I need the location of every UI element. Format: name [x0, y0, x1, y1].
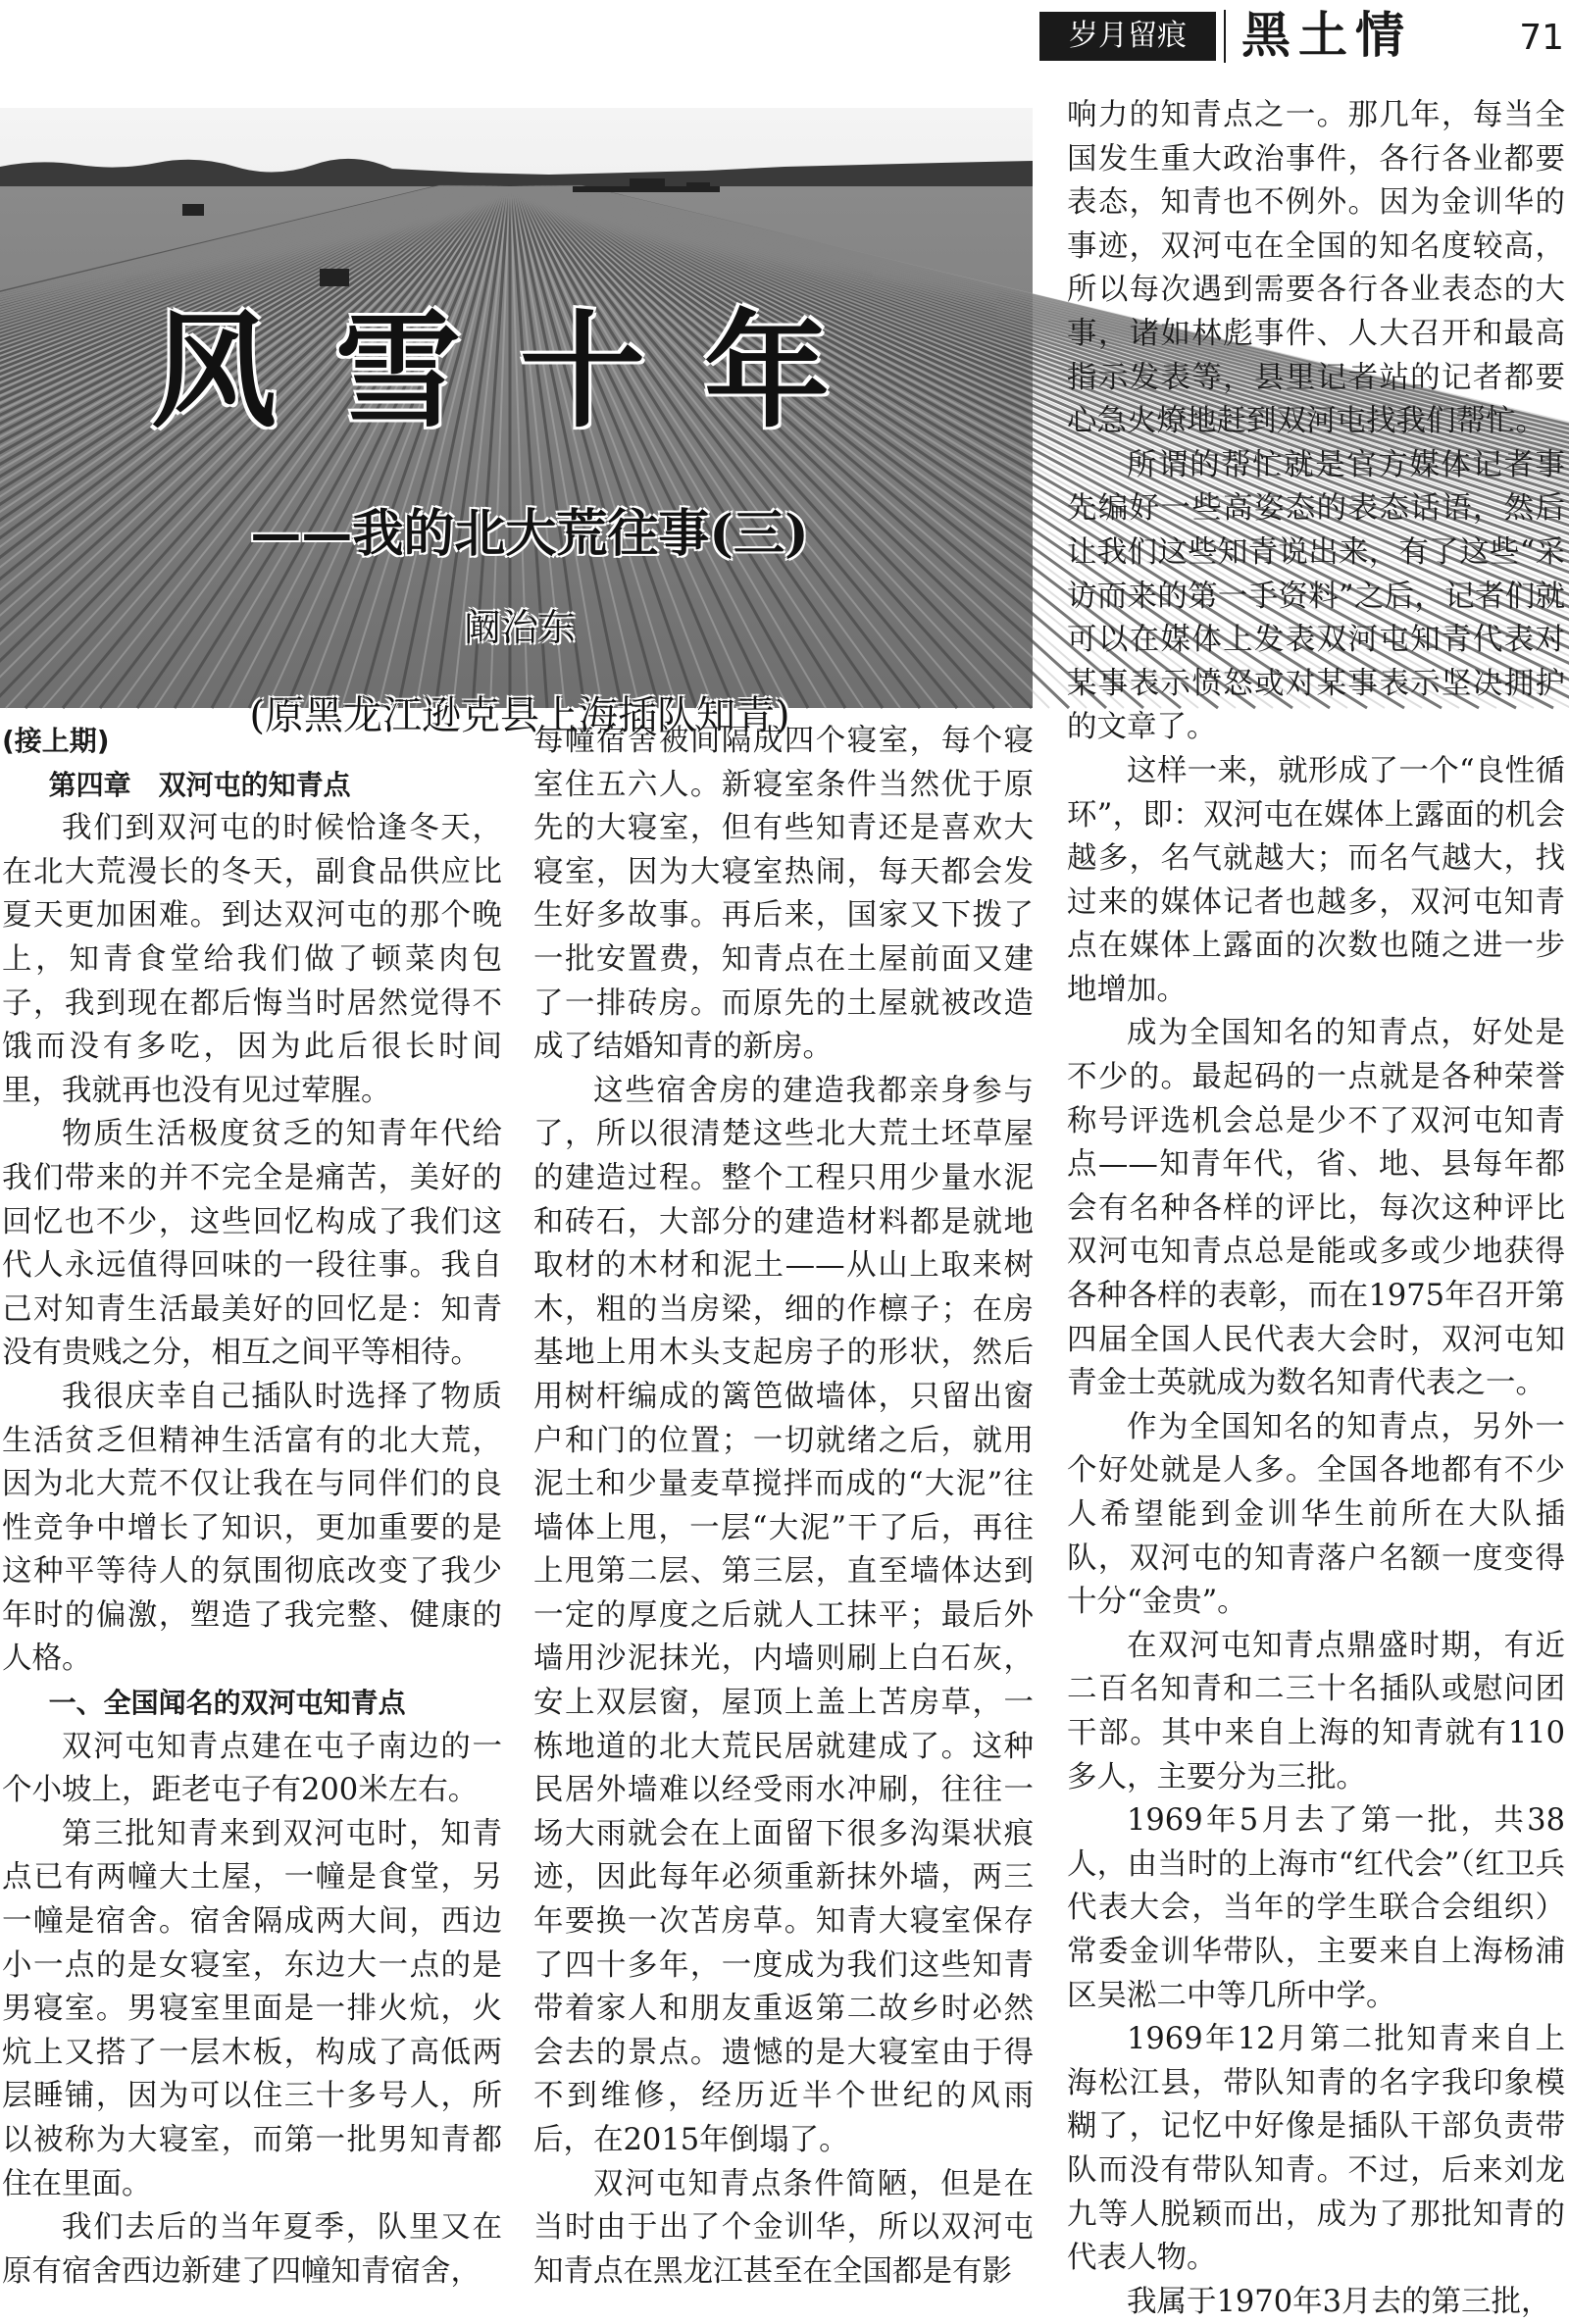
author-affiliation: (原黑龙江逊克县上海插队知青)	[249, 693, 790, 738]
paragraph: 我们去后的当年夏季，队里又在原有宿舍西边新建了四幢知青宿舍，	[2, 2210, 502, 2289]
paragraph: 1969年5月去了第一批，共38人，由当时的上海市“红代会”（红卫兵代表大会，当年的学生联合会组织）常委金训华带队，主要来自上海杨浦区吴淞二中等几所中学。	[1067, 1803, 1565, 2013]
paragraph: 我很庆幸自己插队时选择了物质生活贫乏但精神生活富有的北大荒，因为北大荒不仅让我在与同伴们的良性竞争中增长了知识，更加重要的是这种平等待人的氛围彻底改变了我少年时的偏激，塑造了我完整、健康的人格。	[2, 1379, 502, 1677]
text-column-1	[2, 720, 502, 2289]
section-heading: 一、全国闻名的双河屯知青点	[48, 1687, 406, 1720]
paragraph: 每幢宿舍被间隔成四个寝室，每个寝室住五六人。新寝室条件当然优于原先的大寝室，但有些知青还是喜欢大寝室，因为大寝室热闹，每天都会发生好多故事。再后来，国家又下拨了一批安置费，知青点在土屋前面又建了一排砖房。而原先的土屋就被改造成了结婚知青的新房。	[533, 724, 1034, 1065]
tractor-center	[320, 269, 349, 286]
chapter-heading: 第四章 双河屯的知青点	[48, 768, 351, 801]
paragraph: 物质生活极度贫乏的知青年代给我们带来的并不完全是痛苦，美好的回忆也不少，这些回忆构成了我们这代人永远值得回味的一段往事。我自己对知青生活最美好的回忆是：知青没有贵贱之分，相互之间平等相待。	[2, 1117, 502, 1371]
paragraph: 所谓的帮忙就是官方媒体记者事先编好一些高姿态的表态话语，然后让我们这些知青说出来，有了这些“采访而来的第一手资料”之后，记者们就可以在媒体上发表双河屯知青代表对某事表示愤怒或对某事表示坚决拥护的文章了。	[1067, 447, 1565, 745]
paragraph: 我属于1970年3月去的第三批，	[1127, 2284, 1551, 2319]
paragraph: 这些宿舍房的建造我都亲身参与了，所以很清楚这些北大荒土坯草屋的建造过程。整个工程只用少量水泥和砖石，大部分的建造材料都是就地取材的木材和泥土——从山上取来树木，粗的当房梁，细的作檩子；在房基地上用木头支起房子的形状，然后用树杆编成的篱笆做墙体，只留出窗户和门的位置；一切就绪之后，就用泥土和少量麦草搅拌而成的“大泥”往墙体上甩，一层“大泥”干了后，再往上甩第二层、第三层，直至墙体达到一定的厚度之后就人工抹平；最后外墙用沙泥抹光，内墙则刷上白石灰，安上双层窗，屋顶上盖上苫房草，一栋地道的北大荒民居就建成了。这种民居外墙难以经受雨水冲刷，往往一场大雨就会在上面留下很多沟渠状痕迹，因此每年必须重新抹外墙，两三年要换一次苫房草。知青大寝室保存了四十多年，一度成为我们这些知青带着家人和朋友重返第二故乡时必然会去的景点。遗憾的是大寝室由于得不到维修，经历近半个世纪的风雨后，在2015年倒塌了。	[533, 1073, 1034, 2157]
paragraph: 在双河屯知青点鼎盛时期，有近二百名知青和二三十名插队或慰问团干部。其中来自上海的知青就有110多人，主要分为三批。	[1067, 1628, 1565, 1794]
hero-image	[0, 108, 1033, 738]
paragraph: 成为全国知名的知青点，好处是不少的。最起码的一点就是各种荣誉称号评选机会总是少不了双河屯知青点——知青年代，省、地、县每年都会有名种各样的评比，每次这种评比双河屯知青点总是能或多或少地获得各种各样的表彰，而在1975年召开第四届全国人民代表大会时，双河屯知青金士英就成为数名知青代表之一。	[1067, 1016, 1565, 1401]
paragraph: 作为全国知名的知青点，另外一个好处就是人多。全国各地都有不少人希望能到金训华生前所在大队插队，双河屯的知青落户名额一度变得十分“金贵”。	[1067, 1409, 1565, 1620]
text-column-2	[533, 720, 1034, 2289]
article-subtitle: ——我的北大荒往事(三)	[250, 504, 809, 564]
article-title: 风雪十年	[150, 299, 888, 445]
header-divider	[1224, 10, 1226, 63]
paragraph: 1969年12月第二批知青来自上海松江县，带队知青的名字我印象模糊了，记忆中好像是插队干部负责带队而没有带队知青。不过，后来刘龙九等人脱颖而出，成为了那批知青的代表人物。	[1067, 2022, 1565, 2276]
paragraph: 双河屯知青点建在屯子南边的一个小坡上，距老屯子有200米左右。	[2, 1729, 502, 1808]
text-column-3	[1067, 94, 1565, 2319]
paragraph: 双河屯知青点条件简陋，但是在当时由于出了个金训华，所以双河屯知青点在黑龙江甚至在全国都是有影	[533, 2166, 1034, 2289]
page-number: 71	[1519, 18, 1564, 58]
section-tag: 岁月留痕	[1039, 12, 1216, 61]
continued-note: (接上期)	[2, 725, 110, 757]
magazine-name: 黑土情	[1241, 6, 1412, 64]
paragraph: 我们到双河屯的时候恰逢冬天，在北大荒漫长的冬天，副食品供应比夏天更加困难。到达双河屯的那个晚上，知青食堂给我们做了顿菜肉包子，我到现在都后悔当时居然觉得不饿而没有多吃，因为此后很长时间里，我就再也没有见过荤腥。	[2, 811, 502, 1108]
paragraph: 第三批知青来到双河屯时，知青点已有两幢大土屋，一幢是食堂，另一幢是宿舍。宿舍隔成两大间，西边小一点的是女寝室，东边大一点的是男寝室。男寝室里面是一排火炕，火炕上又搭了一层木板，构成了高低两层睡铺，因为可以住三十多号人，所以被称为大寝室，而第一批男知青都住在里面。	[2, 1816, 502, 2201]
article-author: 阚治东	[463, 606, 576, 649]
paragraph: 响力的知青点之一。那几年，每当全国发生重大政治事件，各行各业都要表态，知青也不例外。因为金训华的事迹，双河屯在全国的知名度较高，所以每次遇到需要各行各业表态的大事，诸如林彪事件、人大召开和最高指示发表等，县里记者站的记者都要心急火燎地赶到双河屯找我们帮忙。	[1067, 98, 1565, 439]
paragraph: 这样一来，就形成了一个“良性循环”，即：双河屯在媒体上露面的机会越多，名气就越大；而名气越大，找过来的媒体记者也越多，双河屯知青点在媒体上露面的次数也随之进一步地增加。	[1067, 753, 1565, 1007]
tractor-left	[182, 204, 204, 216]
